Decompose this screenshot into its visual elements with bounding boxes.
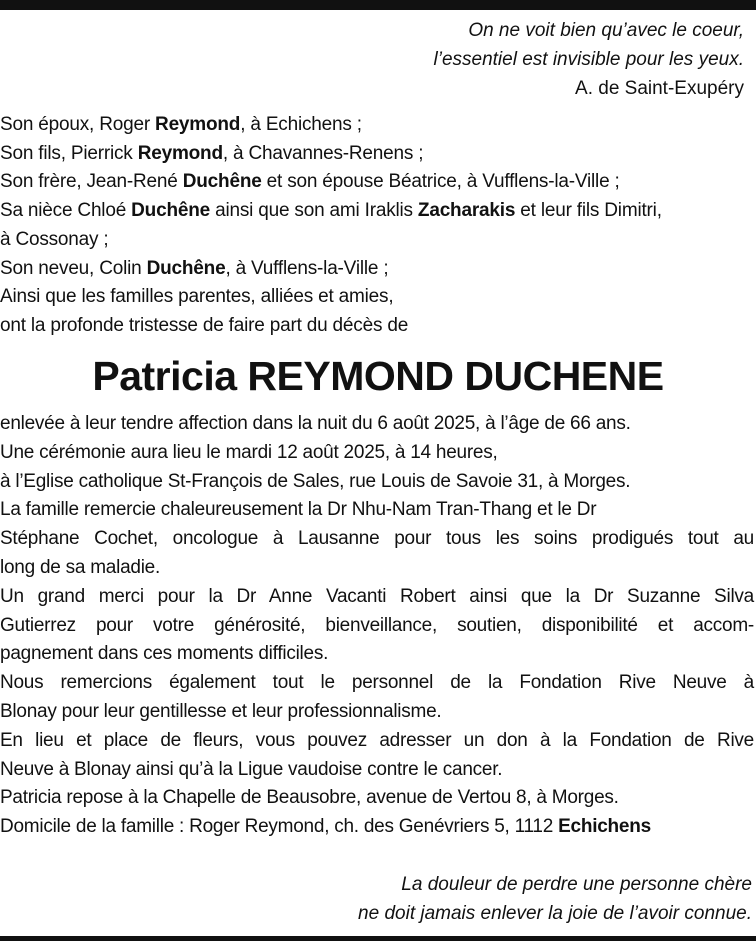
body-line: La famille remercie chaleureusement la Dr Nhu-Nam Tran-Thang et le Dr [0,499,597,521]
surname: Duchêne [182,171,262,193]
epigraph-line-2: l’essentiel est invisible pour les yeux. [433,49,744,70]
closing-quote [358,870,752,928]
body-line: Blonay pour leur gentillesse et leur professionnalisme. [0,700,442,722]
epigraph-line-1: On ne voit bien qu’avec le coeur, [468,20,744,41]
text-segment: Son époux, Roger [0,114,156,135]
epigraph-quote [434,16,745,103]
body-line: pagnement dans ces moments difficiles. [0,643,329,665]
closing-line-2: ne doit jamais enlever la joie de l’avoir connue. [358,903,752,924]
family-line-announcement: ont la profonde tristesse de faire part du décès de [0,314,409,336]
surname: Duchêne [131,200,210,222]
body-line: En lieu et place de fleurs, vous pouvez adresser un don à la Fondation de Rive [0,729,754,751]
body-line: long de sa maladie. [0,556,161,578]
body-line: à l’Eglise catholique St-François de Sales, rue Louis de Savoie 31, à Morges. [0,470,631,492]
body-line: Neuve à Blonay ainsi qu’à la Ligue vaudoise contre le cancer. [0,758,503,780]
family-line-nephew [0,255,756,284]
text-segment: et son épouse Béatrice, à Vufflens-la-Ville ; [261,171,620,193]
family-line-relatives: Ainsi que les familles parentes, alliées et amies, [0,286,394,308]
surname: Reymond [155,114,241,135]
top-border-rule [0,0,756,10]
body-line: Gutierrez pour votre générosité, bienveillance, soutien, disponibilité et accom- [0,614,754,636]
text-segment: Domicile de la famille : Roger Reymond, ch. des Genévriers 5, 1112 [0,816,559,838]
text-segment: ainsi que son ami Iraklis [210,200,418,222]
body-line: Stéphane Cochet, oncologue à Lausanne pour tous les soins prodigués tout au [0,528,754,550]
family-address-line [0,813,754,842]
family-announcement [0,111,756,341]
surname: Duchêne [146,257,226,279]
text-segment: Son frère, Jean-René [0,171,183,193]
deceased-name: Patricia REYMOND DUCHENE [92,353,664,399]
body-line: Nous remercions également tout le personnel de la Fondation Rive Neuve à [0,672,754,694]
body-line: Une cérémonie aura lieu le mardi 12 août 2025, à 14 heures, [0,441,498,463]
text-segment: , à Echichens ; [240,114,362,135]
family-line-niece-cont: à Cossonay ; [0,228,109,250]
town: Echichens [558,816,651,838]
closing-line-1: La douleur de perdre une personne chère [401,874,752,895]
body-line: enlevée à leur tendre affection dans la nuit du 6 août 2025, à l’âge de 66 ans. [0,413,631,434]
epigraph-author: A. de Saint-Exupéry [575,78,744,99]
surname: Zacharakis [417,200,516,222]
family-line-spouse [0,111,756,140]
text-segment: Son fils, Pierrick [0,142,138,164]
text-segment: et leur fils Dimitri, [515,200,662,222]
bottom-border-rule [0,936,756,941]
body-line: Un grand merci pour la Dr Anne Vacanti Robert ainsi que la Dr Suzanne Silva [0,585,754,607]
obituary-body [0,410,754,842]
surname: Reymond [137,142,223,164]
text-segment: Sa nièce Chloé [0,200,132,222]
family-line-brother [0,168,756,197]
body-line: Patricia repose à la Chapelle de Beausobre, avenue de Vertou 8, à Morges. [0,787,619,809]
family-line-niece [0,197,756,226]
text-segment: , à Chavannes-Renens ; [222,142,424,164]
text-segment: Son neveu, Colin [0,257,147,279]
text-segment: , à Vufflens-la-Ville ; [225,257,389,279]
family-line-son [0,140,756,169]
